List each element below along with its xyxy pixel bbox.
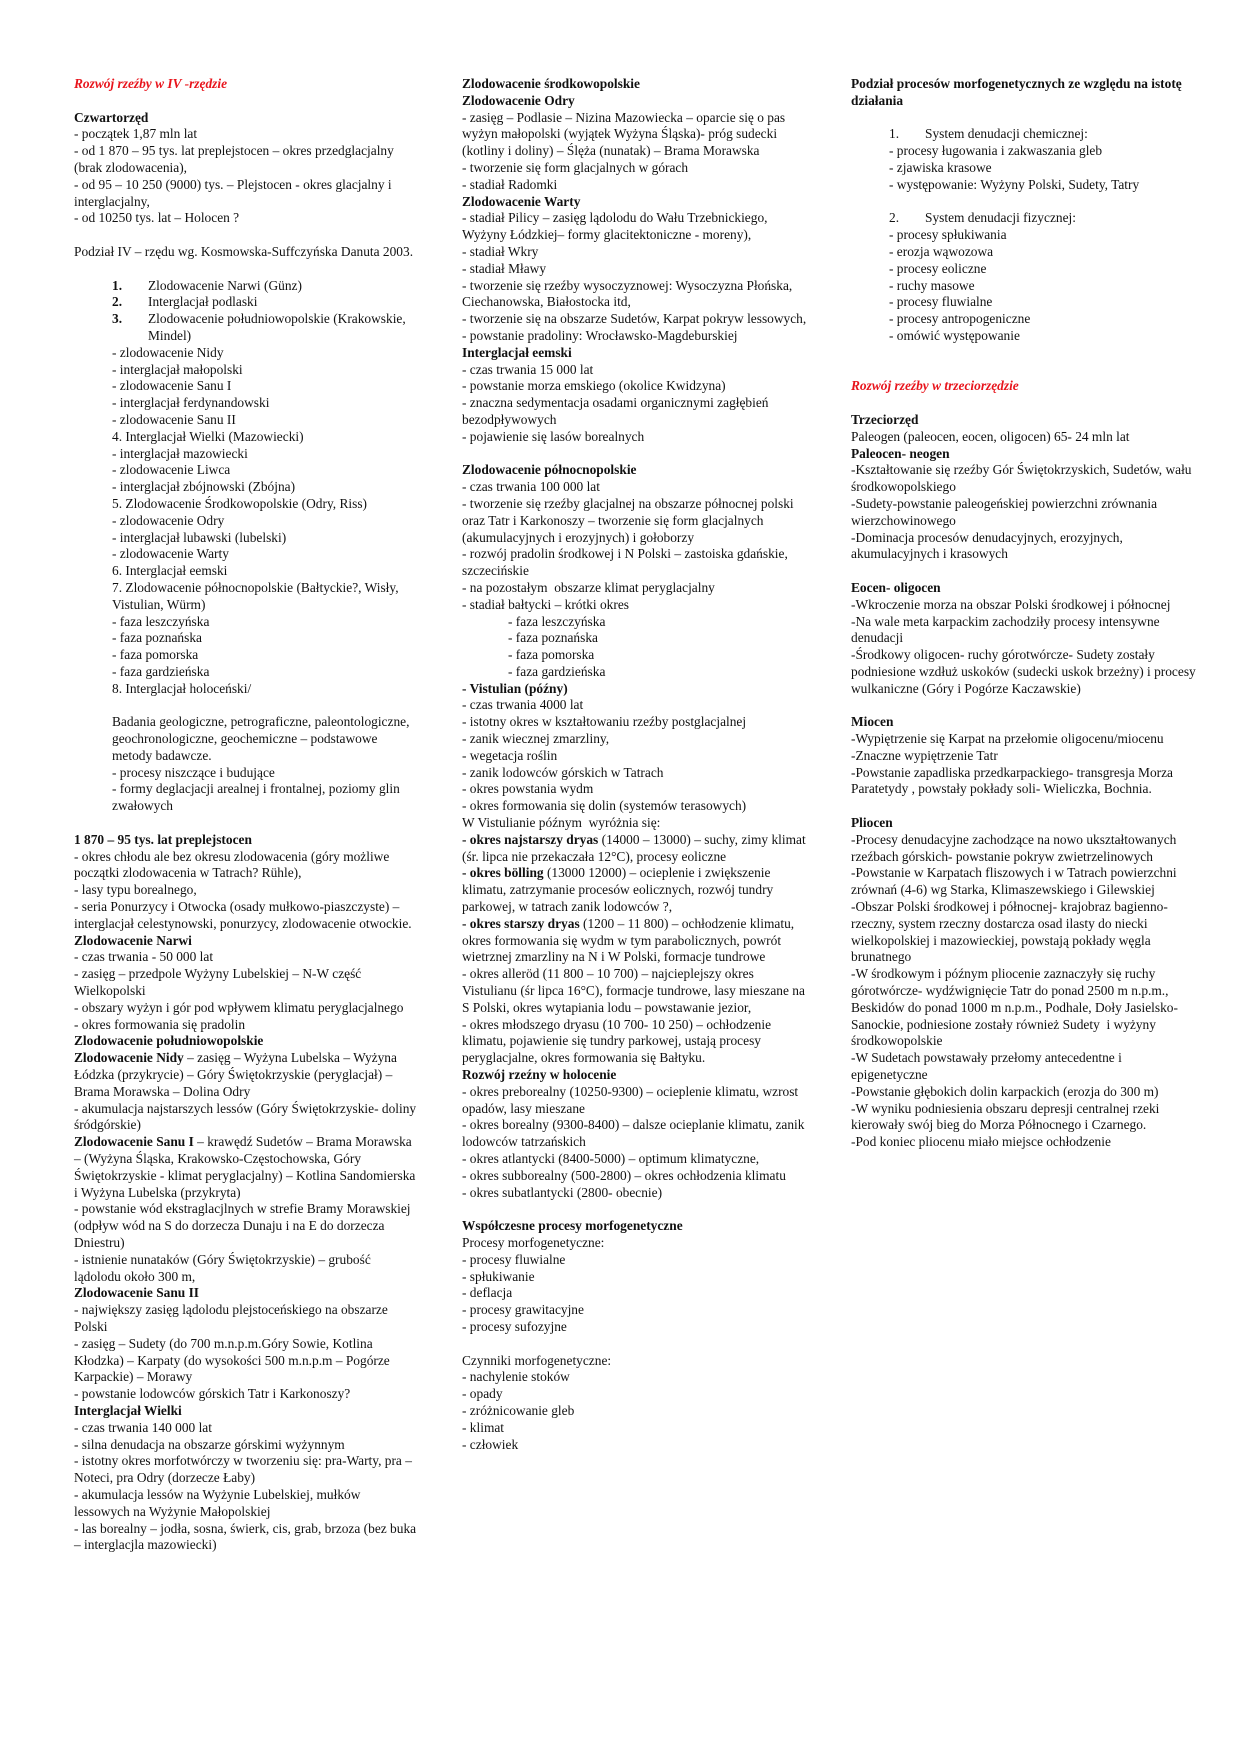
text-line: - okres powstania wydm <box>462 781 594 797</box>
period-item: - okres młodszego dryasu (10 700- 10 250) – ochłodzenie klimatu, pojawienie się tundry parkowej, ustają procesy peryglacjalne, okres formowania się Bałtyku. <box>462 1016 775 1066</box>
inline-bold: - okres starszy dryas <box>462 915 580 931</box>
inline-text: – krawędź Sudetów – Brama Morawska – (Wyżyna Śląska, Krakowsko-Częstochowska, Góry Świętokrzyskie - klimat peryglacjalny) – Kotlina Sandomierska i Wyżyna Lubelska (przykryta) <box>74 1134 419 1200</box>
text-line: - zasięg – Sudety (do 700 m.n.p.m.Góry Sowie, Kotlina Kłodzka) – Karpaty (do wysokości 500 m.n.p.m – Pogórze Karpackie) – Morawy <box>74 1335 394 1385</box>
numbered-item <box>851 210 1196 227</box>
heading-vistulian: - Vistulian (późny) <box>462 680 568 696</box>
text-line: -Obszar Polski środkowej i północnej- krajobraz bagienno- rzeczny, system rzeczny dostarcza osad ilasty do niecki wielkopolskiej i mazowieckiej, powstają pokłady węgla brunatnego <box>851 899 1172 965</box>
phase-list <box>462 614 807 681</box>
heading-podzial-procesow: Podział procesów morfogenetycznych ze względu na istotę działania <box>851 76 1186 108</box>
heading-czwartorzed: Czwartorzęd <box>74 109 149 125</box>
inline-bold: - okres bölling <box>462 865 544 881</box>
list-item: - procesy spłukiwania <box>889 227 1007 243</box>
list-item: - zlodowacenie Liwca <box>112 462 231 478</box>
list-item: - procesy ługowania i zakwaszania gleb <box>889 143 1103 159</box>
period-item <box>462 865 807 915</box>
text-line: - od 95 – 10 250 (9000) tys. – Plejstocen - okres glacjalny i interglacjalny, <box>74 176 395 209</box>
text-line: - czas trwania 100 000 lat <box>462 479 600 495</box>
text-line: - pojawienie się lasów borealnych <box>462 428 645 444</box>
text-line: -W wyniku podniesienia obszaru depresji centralnej rzeki kierowały swój bieg do Morza Północnego i Czarnego. <box>851 1100 1163 1133</box>
list-item: - zlodowacenie Odry <box>112 512 225 528</box>
item-text: System denudacji chemicznej: <box>925 126 1088 142</box>
text-line: -Znaczne wypiętrzenie Tatr <box>851 747 998 763</box>
text-line: - stadiał Radomki <box>462 176 558 192</box>
podzial-reference: Podział IV – rzędu wg. Kosmowska-Suffczyńska Danuta 2003. <box>74 243 414 259</box>
section-title-iv-rzad: Rozwój rzeźby w IV -rzędzie <box>74 76 228 91</box>
text-line <box>74 1050 419 1100</box>
list-item: - zlodowacenie Warty <box>112 546 229 562</box>
item-number: 3. <box>112 311 123 327</box>
list-item: - nachylenie stoków <box>462 1369 570 1385</box>
inline-text: (13000 12000) – ocieplenie i zwiększenie klimatu, zatrzymanie procesów eolicznych, rozwój tundry parkowej, w tatrach zanik lodowców ?, <box>462 865 777 915</box>
inline-bold: Zlodowacenie Sanu I <box>74 1134 194 1150</box>
text-line: - akumulacja lessów na Wyżynie Lubelskiej, mułków lessowych na Wyżynie Małopolskiej <box>74 1486 364 1519</box>
subheading-czynniki: Czynniki morfogenetyczne: <box>462 1352 612 1368</box>
numbered-item <box>74 311 419 345</box>
list-item: - procesy grawitacyjne <box>462 1302 584 1318</box>
glaciation-list <box>74 345 419 815</box>
list-item: - procesy antropogeniczne <box>889 311 1031 327</box>
text-line: -Powstanie w Karpatach fliszowych i w Tatrach powierzchni zrównań (4-6) wg Starka, Klimaszewskiego i Gilewskiej <box>851 865 1181 898</box>
item-number: 1. <box>112 277 123 293</box>
list-item: - erozja wąwozowa <box>889 243 994 259</box>
list-item: 5. Zlodowacenie Środkowopolskie (Odry, Riss) <box>112 495 368 511</box>
subheading-procesy: Procesy morfogenetyczne: <box>462 1234 605 1250</box>
text-line: - czas trwania - 50 000 lat <box>74 949 214 965</box>
heading-holocen: Rozwój rzeźny w holocenie <box>462 1067 617 1083</box>
text-line: - zasięg – Podlasie – Nizina Mazowiecka – oparcie się o pas wyżyn małopolski (wyjątek Wyżyna Śląska)- próg sudecki (kotliny i doliny) – Ślęża (nunatak) – Brama Morawska <box>462 109 789 159</box>
list-item: - zlodowacenie Sanu II <box>112 411 236 427</box>
text-line: - tworzenie się na obszarze Sudetów, Karpat pokryw lessowych, <box>462 311 807 327</box>
heading-sanu-ii: Zlodowacenie Sanu II <box>74 1285 200 1301</box>
text-line: - czas trwania 4000 lat <box>462 697 584 713</box>
heading-eocen: Eocen- oligocen <box>851 579 941 595</box>
numbered-item <box>74 278 419 295</box>
text-line: -Kształtowanie się rzeźby Gór Świętokrzyskich, Sudetów, wału środkowopolskiego <box>851 462 1195 495</box>
heading-interglacjal-wielki: Interglacjał Wielki <box>74 1402 182 1418</box>
text-line: - powstanie pradoliny: Wrocławsko-Magdeburskiej <box>462 327 738 343</box>
list-item: - człowiek <box>462 1436 519 1452</box>
list-item: - zjawiska krasowe <box>889 159 992 175</box>
text-line: - rozwój pradolin środkowej i N Polski – zastoiska gdańskie, szczecińskie <box>462 546 792 579</box>
item-text: Zlodowacenie południowopolskie (Krakowskie, Mindel) <box>148 311 406 343</box>
list-item: - faza leszczyńska <box>508 613 606 629</box>
list-item: - zlodowacenie Sanu I <box>112 378 232 394</box>
item-text: Zlodowacenie Narwi (Günz) <box>148 277 302 293</box>
list-item: - faza poznańska <box>508 630 598 646</box>
text-line: - obszary wyżyn i gór pod wpływem klimatu peryglacjalnego <box>74 999 404 1015</box>
list-item: - klimat <box>462 1419 505 1435</box>
text-line: - okres formowania się dolin (systemów terasowych) <box>462 798 747 814</box>
text-line: - powstanie morza emskiego (okolice Kwidzyna) <box>462 378 726 394</box>
text-line: - największy zasięg lądolodu plejstoceńskiego na obszarze Polski <box>74 1302 392 1334</box>
period-item <box>462 916 807 966</box>
text-line: - istotny okres morfotwórczy w tworzeniu się: pra-Warty, pra – Noteci, pra Odry (dorzecze Łaby) <box>74 1453 416 1486</box>
list-item: - spłukiwanie <box>462 1268 535 1284</box>
text-line: - znaczna sedymentacja osadami organicznymi zagłębień bezodpływowych <box>462 395 772 427</box>
text-line: - istotny okres w kształtowaniu rzeźby postglacjalnej <box>462 714 747 730</box>
text-line: - wegetacja roślin <box>462 747 558 763</box>
text-line: - okres subborealny (500-2800) – okres ochłodzenia klimatu <box>462 1167 786 1183</box>
heading-odry: Zlodowacenie Odry <box>462 92 575 108</box>
inline-bold: - okres najstarszy dryas <box>462 831 599 847</box>
list-item: 7. Zlodowacenie północnopolskie (Bałtyckie?, Wisły, Vistulian, Würm) <box>112 579 402 612</box>
list-item: - deflacja <box>462 1285 513 1301</box>
text-line: -Sudety-powstanie paleogeńskiej powierzchni zrównania wierzchowinowego <box>851 495 1161 528</box>
list-item: - występowanie: Wyżyny Polski, Sudety, Tatry <box>889 176 1140 192</box>
text-line: -Wypiętrzenie się Karpat na przełomie oligocenu/miocenu <box>851 731 1164 747</box>
item-number: 2. <box>112 294 123 310</box>
text-line: - lasy typu borealnego, <box>74 882 197 898</box>
heading-poludniowopolskie: Zlodowacenie południowopolskie <box>74 1033 264 1049</box>
list-item: - procesy sufozyjne <box>462 1318 567 1334</box>
list-item: - procesy fluwialne <box>889 294 993 310</box>
numbered-item <box>851 126 1196 143</box>
list-item: 4. Interglacjał Wielki (Mazowiecki) <box>112 428 304 444</box>
text-line: - akumulacja najstarszych lessów (Góry Świętokrzyskie- doliny śródgórskie) <box>74 1100 420 1133</box>
text-line: - tworzenie się rzeźby wysoczyznowej: Wysoczyzna Płońska, Ciechanowska, Białostocka itd, <box>462 277 796 310</box>
item-number: 2. <box>889 210 900 226</box>
text-line: - zanik lodowców górskich w Tatrach <box>462 764 664 780</box>
text-line: - procesy niszczące i budujące <box>112 764 275 780</box>
text-line: -W środkowym i późnym pliocenie zaznaczyły się ruchy górotwórcze- wydźwignięcie Tatr do ponad 2500 m n.p.m., Beskidów do ponad 1000 m n.p.m., Podhale, Doły Jasielsko- Sanockie, podniesione zostały również Sudety i wyżyny środkowopolskie <box>851 966 1182 1049</box>
text-line: -Na wale meta karpackim zachodziły procesy intensywne denudacji <box>851 613 1163 646</box>
text-line: - las borealny – jodła, sosna, świerk, cis, grab, brzoza (bez buka – interglacjla mazowiecki) <box>74 1520 420 1553</box>
list-item: - faza pomorska <box>508 647 595 663</box>
text-line: -Pod koniec pliocenu miało miejsce ochłodzenie <box>851 1134 1111 1150</box>
list-item: - faza gardzieńska <box>508 663 606 679</box>
list-item: - zróżnicowanie gleb <box>462 1402 575 1418</box>
text-line: - tworzenie się form glacjalnych w górach <box>462 159 689 175</box>
column-right <box>851 76 1200 1151</box>
text-line: - silna denudacja na obszarze górskimi wyżynnym <box>74 1436 345 1452</box>
text-line: - okres subatlantycki (2800- obecnie) <box>462 1184 663 1200</box>
text-line: -Dominacja procesów denudacyjnych, erozyjnych, akumulacyjnych i krasowych <box>851 529 1127 562</box>
text-line: - powstanie lodowców górskich Tatr i Karkonoszy? <box>74 1386 351 1402</box>
period-item: - okres alleröd (11 800 – 10 700) – najcieplejszy okres Vistulianu (śr lipca 16°C), formacje tundrowe, lasy mieszane na S Polski, okres wytapiania lodu – powstawanie jezior, <box>462 966 809 1015</box>
list-item: - interglacjał zbójnowski (Zbójna) <box>112 479 296 495</box>
list-item: - omówić występowanie <box>889 327 1020 343</box>
text-line: - okres atlantycki (8400-5000) – optimum klimatyczne, <box>462 1151 760 1166</box>
text-line: - od 1 870 – 95 tys. lat preplejstocen – okres przedglacjalny (brak zlodowacenia), <box>74 143 398 175</box>
heading-srodkowopolskie: Zlodowacenie środkowopolskie <box>462 76 640 91</box>
list-item: - procesy fluwialne <box>462 1251 566 1267</box>
period-item <box>462 831 810 866</box>
list-item: - interglacjał małopolski <box>112 361 243 377</box>
item-text: Interglacjał podlaski <box>148 294 258 310</box>
column-left <box>74 76 419 1554</box>
section-title-trzeciorzed: Rozwój rzeźby w trzeciorzędzie <box>851 378 1019 394</box>
heading-pliocen: Pliocen <box>851 815 893 831</box>
text-line: - stadiał Wkry <box>462 243 539 259</box>
inline-text: – zasięg – Wyżyna Lubelska – Wyżyna Łódzka (przykrycie) – Góry Świętokrzyskie (peryglacjał) – Brama Morawska – Dolina Odry <box>74 1050 401 1099</box>
list-item: 6. Interglacjał eemski <box>112 563 228 579</box>
item-number: 1. <box>889 126 900 142</box>
item-text: System denudacji fizycznej: <box>925 210 1076 226</box>
list-item: - faza poznańska <box>112 630 202 646</box>
inline-text: (14000 – 13000) – suchy, zimy klimat (śr. lipca nie przekaczała 12°C), procesy eoliczne <box>462 831 810 864</box>
fiz-list <box>851 227 1196 345</box>
text-line: -Procesy denudacyjne zachodzące na nowo ukształtowanych rzeźbach górskich- powstanie pokryw zwietrzelinowych <box>851 831 1180 864</box>
text-line: - czas trwania 140 000 lat <box>74 1419 212 1435</box>
text-line: - na pozostałym obszarze klimat peryglacjalny <box>462 579 715 595</box>
heading-trzeciorzed: Trzeciorzęd <box>851 411 919 427</box>
list-item: - faza pomorska <box>112 647 199 663</box>
text-line: - zasięg – przedpole Wyżyny Lubelskiej – N-W część Wielkopolski <box>74 966 365 999</box>
text-line: - stadiał Pilicy – zasięg lądolodu do Wału Trzebnickiego, Wyżyny Łódzkiej– formy glacitektoniczne - moreny), <box>462 210 771 243</box>
text-line: - od 10250 tys. lat – Holocen ? <box>74 210 240 226</box>
list-item: - interglacjał mazowiecki <box>112 445 248 461</box>
list-item: - interglacjał lubawski (lubelski) <box>112 529 287 545</box>
text-line: -Powstanie zapadliska przedkarpackiego- transgresja Morza Paratetydy , powstały pokłady soli- Wieliczka, Bochnia. <box>851 764 1177 797</box>
heading-paleocen: Paleocen- neogen <box>851 445 950 461</box>
column-middle <box>462 76 810 1453</box>
text-line: -Wkroczenie morza na obszar Polski środkowej i północnej <box>851 596 1171 612</box>
text-line: - okres formowania się pradolin <box>74 1016 246 1032</box>
text-line: W Vistulianie późnym wyróżnia się: <box>462 815 661 831</box>
list-item: - faza gardzieńska <box>112 663 210 679</box>
text-line: - okres preborealny (10250-9300) – ocieplenie klimatu, wzrost opadów, lasy mieszane <box>462 1083 802 1116</box>
numbered-item <box>74 294 419 311</box>
list-item: - ruchy masowe <box>889 277 975 293</box>
heading-miocen: Miocen <box>851 714 894 730</box>
text-line: Paleogen (paleocen, eocen, oligocen) 65- 24 mln lat <box>851 428 1130 444</box>
text-line: - powstanie wód ekstraglacjlnych w strefie Bramy Morawskiej (odpływ wód na S do dorzecza Dunaju i na E do dorzecza Dniestru) <box>74 1201 418 1250</box>
text-line: - początek 1,87 mln lat <box>74 126 198 142</box>
inline-text: (1200 – 11 800) – ochłodzenie klimatu, okres formowania się wydm w tym parabolicznych, powrót wietrznej zmarzliny na N i W Polski, formacje tundrowe <box>462 915 798 965</box>
text-line: -W Sudetach powstawały przełomy antecedentne i epigenetyczne <box>851 1050 1126 1083</box>
inline-bold: Zlodowacenie Nidy <box>74 1050 184 1066</box>
text-line: -Środkowy oligocen- ruchy górotwórcze- Sudety zostały podniesione wzdłuż uskoków (sudecki uskok brzeżny) i procesy wulkaniczne (Góry i Pogórze Kaczawskie) <box>851 647 1200 696</box>
text-line: - okres borealny (9300-8400) – dalsze ocieplanie klimatu, zanik lodowców tatrzańskich <box>462 1117 808 1150</box>
list-item: - faza leszczyńska <box>112 613 210 629</box>
list-item: - opady <box>462 1386 503 1402</box>
list-item: - procesy eoliczne <box>889 260 987 276</box>
heading-wspolczesne: Współczesne procesy morfogenetyczne <box>462 1218 683 1234</box>
list-item: - interglacjał ferdynandowski <box>112 395 270 411</box>
text-line: - seria Ponurzycy i Otwocka (osady mułkowo-piaszczyste) – interglacjał celestynowski, ponurzycy, zlodowacenie otwockie. <box>74 899 412 931</box>
text-line: Badania geologiczne, petrograficzne, paleontologiczne, geochronologiczne, geochemiczne – podstawowe metody badawcze. <box>112 714 413 763</box>
chem-list <box>851 143 1196 193</box>
heading-polnocnopolskie: Zlodowacenie północnopolskie <box>462 462 637 478</box>
text-line: - tworzenie się rzeźby glacjalnej na obszarze północnej polski oraz Tatr i Karkonoszy – tworzenie się form glacjalnych (akumulacyjnych i erozyjnych) i gołoborzy <box>462 495 798 545</box>
list-item: - zlodowacenie Nidy <box>112 344 224 360</box>
text-line: -Powstanie głębokich dolin karpackich (erozja do 300 m) <box>851 1083 1159 1099</box>
text-line <box>74 1134 419 1201</box>
text-line: - stadiał Mławy <box>462 260 547 276</box>
text-line: - zanik wiecznej zmarzliny, <box>462 731 610 747</box>
heading-eemski: Interglacjał eemski <box>462 344 572 360</box>
text-line: - okres chłodu ale bez okresu zlodowacenia (góry możliwe początki zlodowacenia w Tatrach? Rühle), <box>74 848 393 881</box>
heading-warty: Zlodowacenie Warty <box>462 193 581 209</box>
heading-preplejstocen: 1 870 – 95 tys. lat preplejstocen <box>74 831 252 847</box>
list-item: 8. Interglacjał holoceński/ <box>112 680 252 696</box>
text-line: - stadiał bałtycki – krótki okres <box>462 596 629 612</box>
heading-narwi: Zlodowacenie Narwi <box>74 932 192 948</box>
text-line: - formy deglacjacji arealnej i frontalnej, poziomy glin zwałowych <box>112 781 404 814</box>
text-line: - czas trwania 15 000 lat <box>462 361 594 377</box>
text-line: - istnienie nunataków (Góry Świętokrzyskie) – grubość lądolodu około 300 m, <box>74 1251 375 1284</box>
